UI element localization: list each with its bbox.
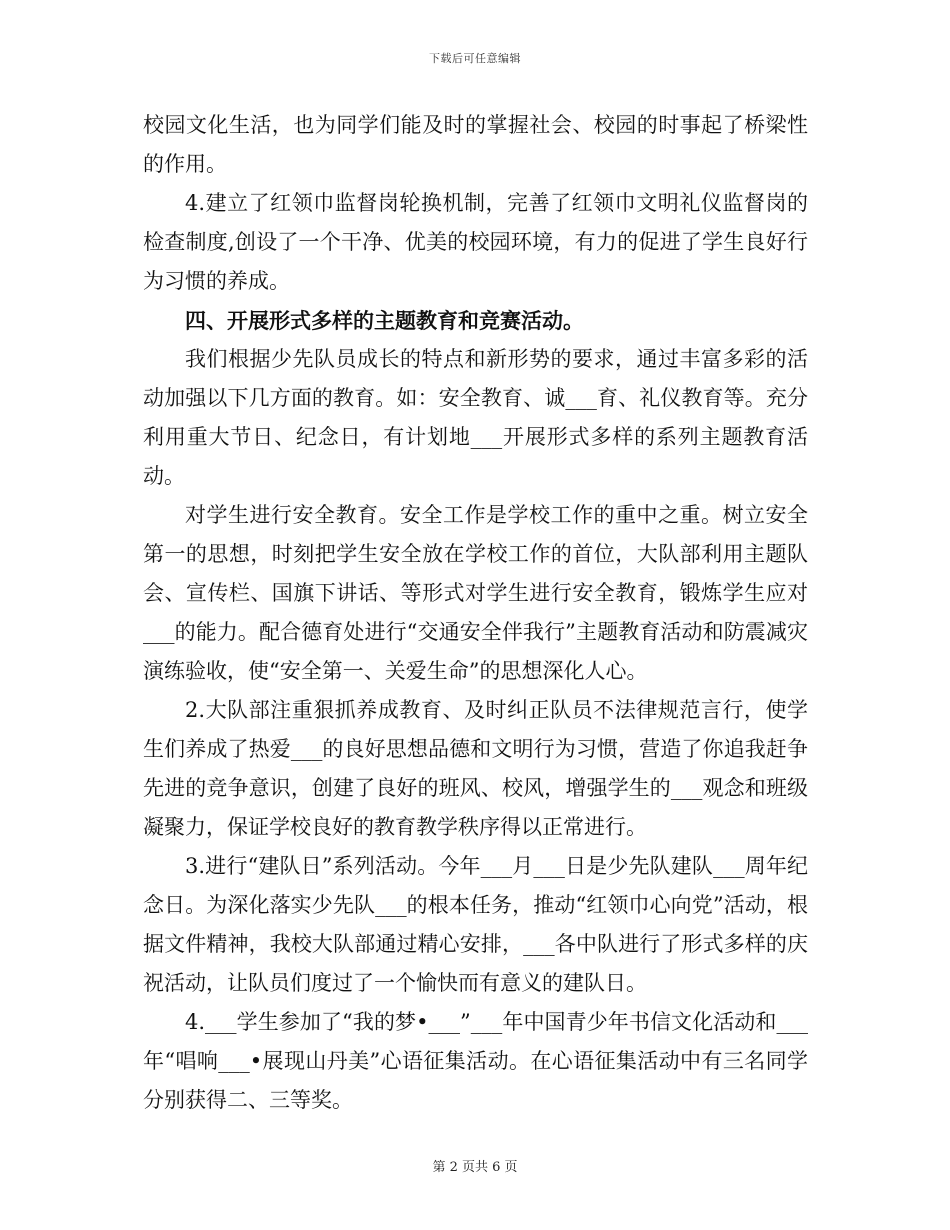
paragraph-continuation: 校园文化生活，也为同学们能及时的掌握社会、校园的时事起了桥梁性的作用。 [143, 113, 808, 176]
paragraph-safety-education: 对学生进行安全教育。安全工作是学校工作的重中之重。树立安全第一的思想，时刻把学生安全放在学校工作的首位，大队部利用主题队会、宣传栏、国旗下讲话、等形式对学生进行安全教育，锻炼学生应对___的能力。配合德育处进行“交通安全伴我行”主题教育活动和防震减灾演练验收，使“安全第一、关爱生命”的思想深化人心。 [143, 503, 808, 683]
paragraph-item-4-supervision: 4.建立了红领巾监督岗轮换机制，完善了红领巾文明礼仪监督岗的检查制度,创设了一个干净、优美的校园环境，有力的促进了学生良好行为习惯的养成。 [143, 191, 808, 293]
paragraph-item-4-activities: 4.___学生参加了“我的梦•___”___年中国青少年书信文化活动和___年“唱响___•展现山丹美”心语征集活动。在心语征集活动中有三名同学分别获得二、三等奖。 [143, 1010, 808, 1112]
page-footer: 第 2 页共 6 页 [432, 1160, 518, 1175]
paragraph-education-intro: 我们根据少先队员成长的特点和新形势的要求，通过丰富多彩的活动加强以下几方面的教育。如：安全教育、诚___育、礼仪教育等。充分利用重大节日、纪念日，有计划地___开展形式多样的系列主题教育活动。 [143, 347, 808, 488]
paragraph-item-2-habits: 2.大队部注重狠抓养成教育、及时纠正队员不法律规范言行，使学生们养成了热爱___的良好思想品德和文明行为习惯，营造了你追我赶争先进的竞争意识，创建了良好的班风、校风，增强学生的___观念和班级凝聚力，保证学校良好的教育教学秩序得以正常进行。 [143, 698, 808, 839]
document-body [143, 106, 808, 1120]
section-heading: 四、开展形式多样的主题教育和竞赛活动。 [185, 308, 584, 333]
paragraph-item-3-founding-day: 3.进行“建队日”系列活动。今年___月___日是少先队建队___周年纪念日。为深化落实少先队___的根本任务，推动“红领巾心向党”活动，根据文件精神，我校大队部通过精心安排，___各中队进行了形式多样的庆祝活动，让队员们度过了一个愉快而有意义的建队日。 [143, 854, 808, 995]
page-header: 下载后可任意编辑 [429, 52, 521, 65]
